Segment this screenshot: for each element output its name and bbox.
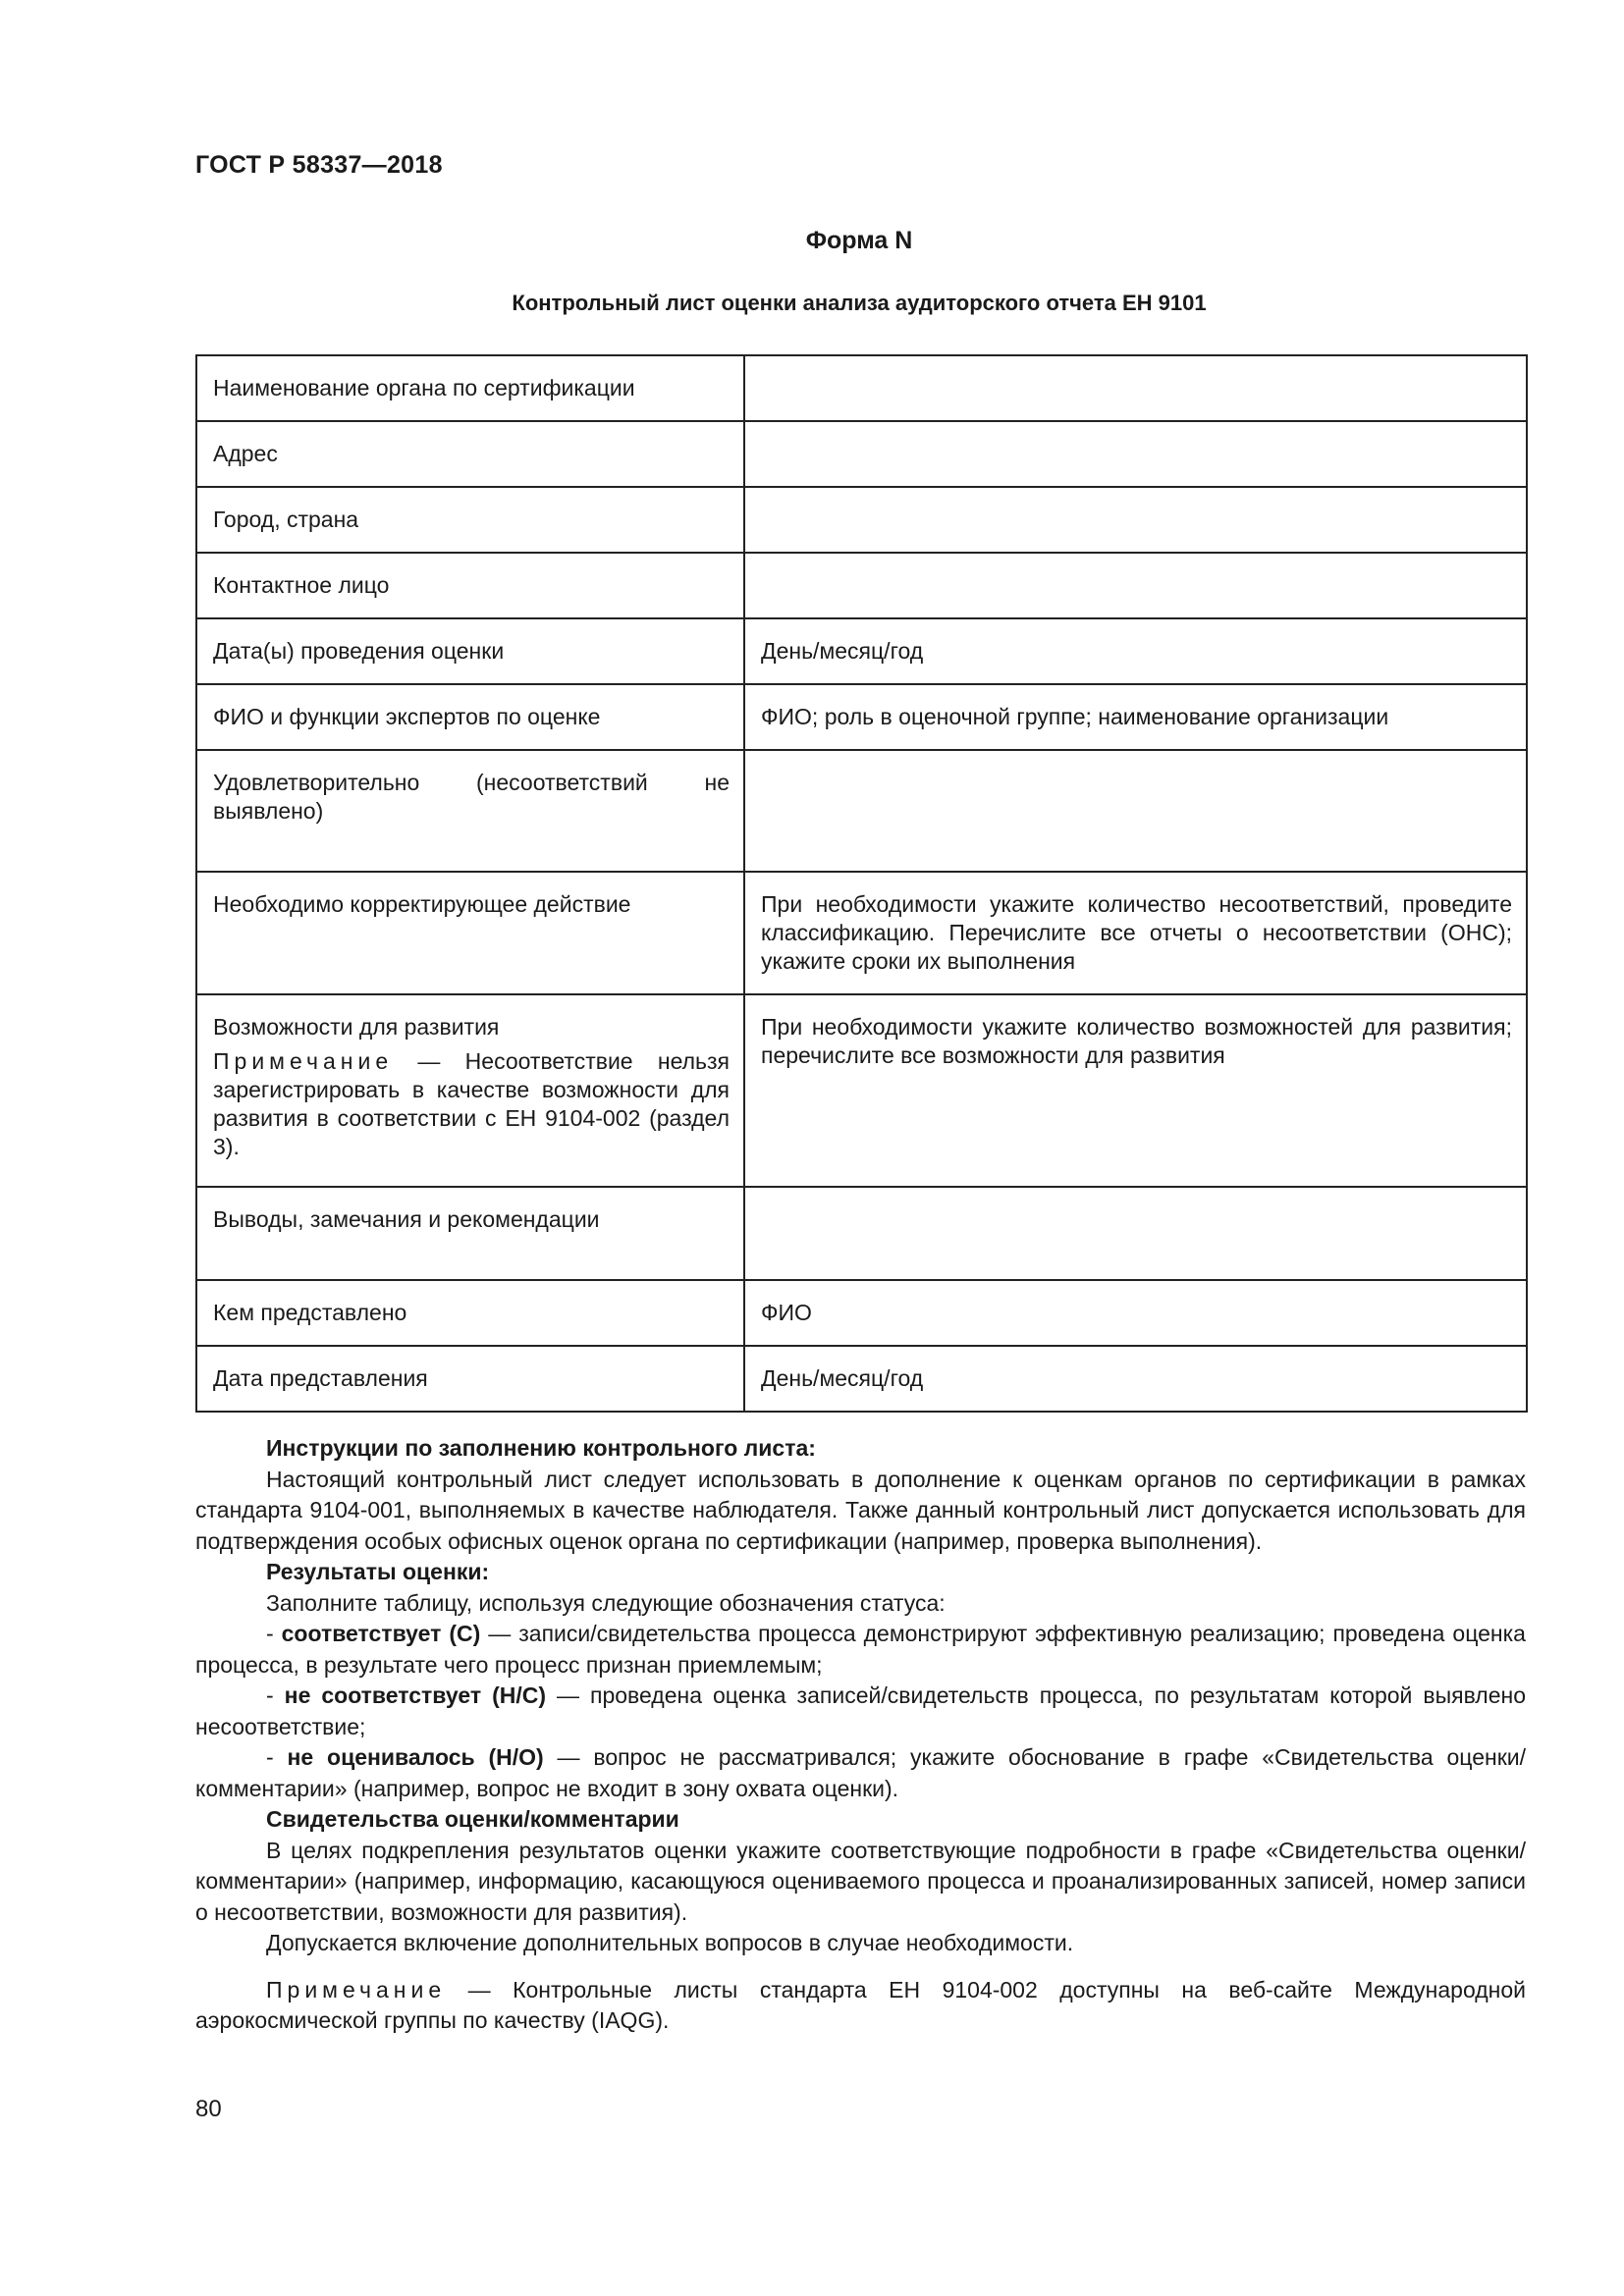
table-row bbox=[196, 1187, 1527, 1280]
row-label-city-country: Город, страна bbox=[196, 487, 744, 553]
row-value-corrective-action: При необходимости укажите количество несоответствий, проведите классификацию. Перечислите все отчеты о несоответствии (ОНС); укажите сроки их выполнения bbox=[744, 872, 1527, 994]
row-label-submitted-by: Кем представлено bbox=[196, 1280, 744, 1346]
evidence-heading: Свидетельства оценки/комментарии bbox=[266, 1806, 679, 1832]
instructions-section bbox=[195, 1433, 1526, 2037]
table-row bbox=[196, 1280, 1527, 1346]
row-value-submitted-by: ФИО bbox=[744, 1280, 1527, 1346]
status-term: соответствует (С) bbox=[281, 1621, 481, 1646]
row-value-city-country bbox=[744, 487, 1527, 553]
table-row bbox=[196, 872, 1527, 994]
row-value-address bbox=[744, 421, 1527, 487]
table-row bbox=[196, 1346, 1527, 1412]
note-text: — Контрольные листы стандарта EH 9104-002 доступны на веб-сайте Международной аэрокосмической группы по качеству (IAQG). bbox=[195, 1976, 1526, 2033]
note-prefix: Примечание bbox=[213, 1048, 394, 1074]
table-row bbox=[196, 487, 1527, 553]
table-row bbox=[196, 994, 1527, 1187]
instructions-intro: Настоящий контрольный лист следует использовать в дополнение к оценкам органов по сертификации в рамках стандарта 9104-001, выполняемых в качестве наблюдателя. Также данный контрольный лист допускается использовать для подтверждения особых офисных оценок органа по сертификации (например, проверка выполнения). bbox=[195, 1466, 1526, 1554]
note-prefix: Примечание bbox=[266, 1976, 447, 2002]
row-value-satisfactory bbox=[744, 750, 1527, 872]
form-title: Форма N bbox=[805, 227, 913, 254]
status-text: — записи/свидетельства процесса демонстрируют эффективную реализацию; проведена оценка процесса, в результате чего процесс признан приемлемым; bbox=[195, 1621, 1526, 1678]
table-row bbox=[196, 553, 1527, 618]
row-value-contact-person bbox=[744, 553, 1527, 618]
row-value-opportunities: При необходимости укажите количество возможностей для развития; перечислите все возможности для развития bbox=[744, 994, 1527, 1187]
note-text: — Несоответствие нельзя зарегистрировать в качестве возможности для развития в соответствии с EH 9104-002 (раздел 3). bbox=[213, 1048, 730, 1159]
row-label-conclusions: Выводы, замечания и рекомендации bbox=[196, 1187, 744, 1280]
additional-questions: Допускается включение дополнительных вопросов в случае необходимости. bbox=[266, 1930, 1074, 1955]
status-dash: - bbox=[266, 1621, 282, 1646]
row-value-submission-date: День/месяц/год bbox=[744, 1346, 1527, 1412]
row-value-experts: ФИО; роль в оценочной группе; наименование организации bbox=[744, 684, 1527, 750]
document-header: ГОСТ Р 58337—2018 bbox=[195, 151, 443, 179]
status-text: — вопрос не рассматривался; укажите обоснование в графе «Свидетельства оценки/комментарии» (например, вопрос не входит в зону охвата оценки). bbox=[195, 1744, 1526, 1801]
page-number: 80 bbox=[195, 2096, 222, 2122]
results-intro: Заполните таблицу, используя следующие обозначения статуса: bbox=[266, 1589, 946, 1616]
row-label-assessment-dates: Дата(ы) проведения оценки bbox=[196, 618, 744, 684]
form-subtitle: Контрольный лист оценки анализа аудиторского отчета EH 9101 bbox=[512, 291, 1207, 315]
row-value-assessment-dates: День/месяц/год bbox=[744, 618, 1527, 684]
table-row bbox=[196, 618, 1527, 684]
table-row bbox=[196, 355, 1527, 421]
table-row bbox=[196, 421, 1527, 487]
row-label-contact-person: Контактное лицо bbox=[196, 553, 744, 618]
status-item-noncompliant bbox=[195, 1681, 1526, 1742]
table-row bbox=[196, 684, 1527, 750]
checklist-table bbox=[195, 354, 1528, 1413]
row-label-satisfactory: Удовлетворительно (несоответствий не выявлено) bbox=[196, 750, 744, 872]
status-term: не оценивалось (Н/О) bbox=[287, 1744, 544, 1770]
status-item-not-assessed bbox=[195, 1742, 1526, 1804]
row-value-conclusions bbox=[744, 1187, 1527, 1280]
row-label-submission-date: Дата представления bbox=[196, 1346, 744, 1412]
instructions-heading: Инструкции по заполнению контрольного листа: bbox=[266, 1435, 816, 1461]
row-label-cert-body: Наименование органа по сертификации bbox=[196, 355, 744, 421]
status-term: не соответствует (Н/С) bbox=[284, 1682, 547, 1708]
table-row bbox=[196, 750, 1527, 872]
evidence-text: В целях подкрепления результатов оценки укажите соответствующие подробности в графе «Свидетельства оценки/комментарии» (например, информацию, касающуюся оцениваемого процесса и проанализированных записей, номер записи о несоответствии, возможности для развития). bbox=[195, 1837, 1526, 1925]
row-label-opportunities bbox=[196, 994, 744, 1187]
row-label-address: Адрес bbox=[196, 421, 744, 487]
row-label-corrective-action: Необходимо корректирующее действие bbox=[196, 872, 744, 994]
opportunities-label: Возможности для развития bbox=[213, 1014, 500, 1040]
status-dash: - bbox=[266, 1744, 288, 1770]
row-label-experts: ФИО и функции экспертов по оценке bbox=[196, 684, 744, 750]
opportunities-note bbox=[213, 1047, 730, 1161]
final-note bbox=[195, 1975, 1526, 2037]
status-item-compliant bbox=[195, 1619, 1526, 1681]
status-dash: - bbox=[266, 1682, 285, 1708]
results-heading: Результаты оценки: bbox=[266, 1559, 490, 1584]
row-value-cert-body bbox=[744, 355, 1527, 421]
status-text: — проведена оценка записей/свидетельств процесса, по результатам которой выявлено несоответствие; bbox=[195, 1682, 1526, 1739]
